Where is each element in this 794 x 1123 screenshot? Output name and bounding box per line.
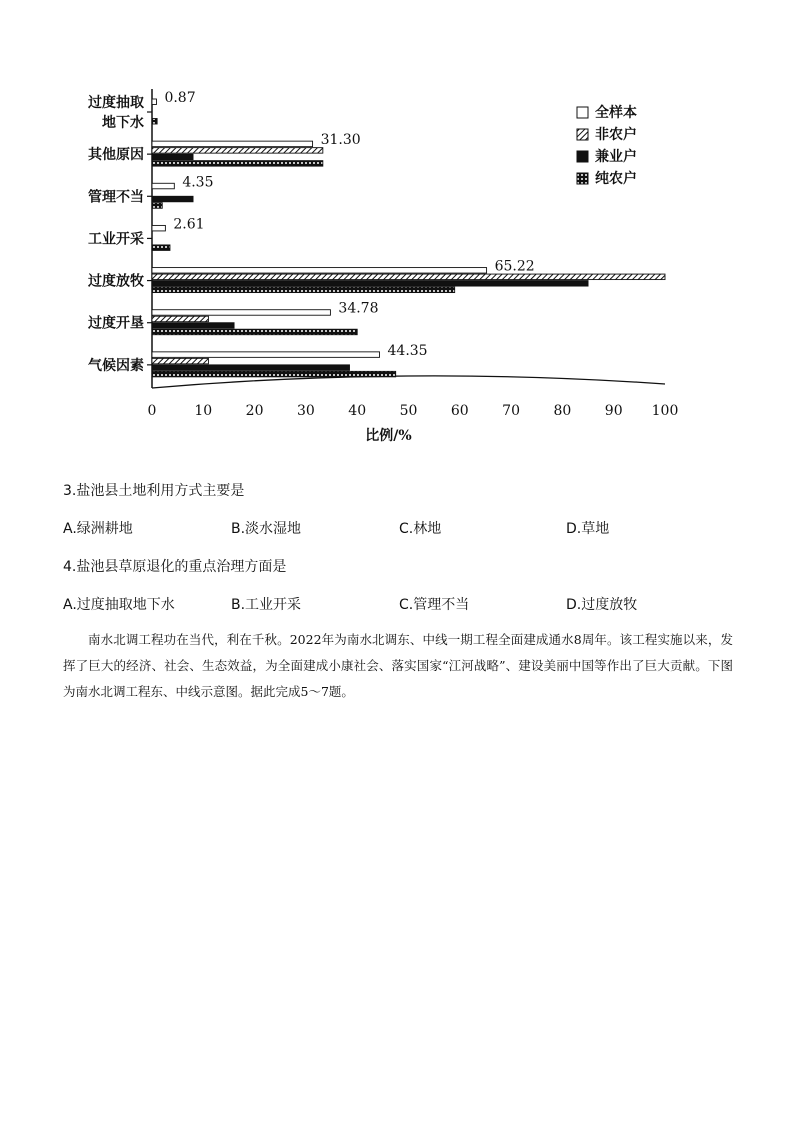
bar-dots (152, 287, 455, 293)
bar-hatch (152, 274, 665, 280)
question-3-stem: 3.盐池县土地利用方式主要是 (63, 483, 245, 499)
chart-legend (577, 104, 637, 187)
bar-dots (152, 371, 396, 377)
data-label: 0.87 (164, 90, 196, 106)
category-label: 过度抽取 (88, 95, 144, 111)
x-tick-label: 50 (399, 403, 418, 419)
x-tick-label: 30 (296, 403, 315, 419)
x-tick-label: 100 (651, 403, 679, 419)
category-label: 管理不当 (88, 189, 144, 206)
legend-label: 非农户 (595, 127, 637, 143)
passage-paragraph: 南水北调工程功在当代，利在千秋。2022年为南水北调东、中线一期工程全面建成通水8周年。该工程实施以来，发挥了巨大的经济、社会、生态效益，为全面建成小康社会、落实国家“江河战略”、建设美丽中国等作出了巨大贡献。下图为南水北调工程东、中线示意图。据此完成5～7题。 (63, 632, 733, 699)
x-tick-label: 40 (348, 403, 367, 419)
bar-white (152, 141, 313, 147)
category-label: 气候因素 (88, 357, 144, 374)
legend-swatch-white (577, 107, 588, 118)
data-label: 65.22 (494, 258, 535, 275)
x-tick-label: 90 (604, 403, 623, 419)
question-3-option-c[interactable]: C.林地 (399, 521, 442, 537)
question-4-option-a[interactable]: A.过度抽取地下水 (63, 597, 175, 613)
bar-white (152, 225, 165, 231)
bar-solid (152, 154, 193, 160)
data-label: 31.30 (320, 132, 361, 149)
legend-swatch-hatch (577, 129, 588, 140)
x-tick-label: 10 (194, 403, 213, 419)
bar-solid (152, 365, 350, 371)
question-3-option-d[interactable]: D.草地 (566, 521, 610, 537)
question-3-option-b[interactable]: B.淡水湿地 (231, 521, 302, 537)
question-3-option-a[interactable]: A.绿洲耕地 (63, 521, 133, 537)
chart-bars (152, 99, 665, 377)
bar-white (152, 352, 380, 358)
question-4-option-c[interactable]: C.管理不当 (399, 597, 470, 613)
legend-swatch-dots (577, 173, 588, 184)
x-tick-label: 70 (502, 403, 521, 419)
bar-dots (152, 203, 162, 209)
bar-white (152, 99, 156, 105)
bar-white (152, 268, 487, 274)
x-tick-label: 60 (450, 403, 469, 419)
bar-hatch (152, 148, 323, 154)
x-tick-label: 0 (147, 403, 157, 419)
bar-dots (152, 245, 170, 251)
x-axis-label: 比例/% (365, 428, 412, 444)
legend-label: 纯农户 (595, 171, 637, 187)
legend-swatch-solid (577, 151, 588, 162)
legend-label: 全样本 (595, 105, 637, 121)
bar-white (152, 310, 330, 316)
question-4-stem: 4.盐池县草原退化的重点治理方面是 (63, 559, 287, 575)
bar-dots (152, 161, 323, 167)
category-label: 其他原因 (88, 147, 144, 164)
x-axis-line (152, 376, 665, 388)
x-tick-label: 80 (553, 403, 572, 419)
data-label: 44.35 (387, 342, 428, 359)
bar-white (152, 183, 174, 189)
bar-solid (152, 196, 193, 202)
data-label: 4.35 (182, 174, 214, 191)
bar-hatch (152, 358, 208, 364)
bar-hatch (152, 316, 208, 322)
category-label: 地下水 (102, 115, 144, 131)
bar-solid (152, 323, 234, 329)
bar-dots (152, 329, 357, 335)
data-label: 34.78 (338, 300, 379, 317)
category-label: 工业开采 (88, 231, 144, 248)
chart (40, 85, 740, 455)
bar-dots (152, 119, 157, 125)
category-label: 过度开垦 (88, 315, 144, 332)
legend-label: 兼业户 (595, 149, 637, 165)
data-label: 2.61 (173, 216, 205, 233)
x-tick-label: 20 (245, 403, 264, 419)
bar-solid (152, 281, 588, 287)
question-4-option-b[interactable]: B.工业开采 (231, 597, 302, 613)
question-4-option-d[interactable]: D.过度放牧 (566, 597, 638, 613)
category-label: 过度放牧 (88, 273, 144, 290)
